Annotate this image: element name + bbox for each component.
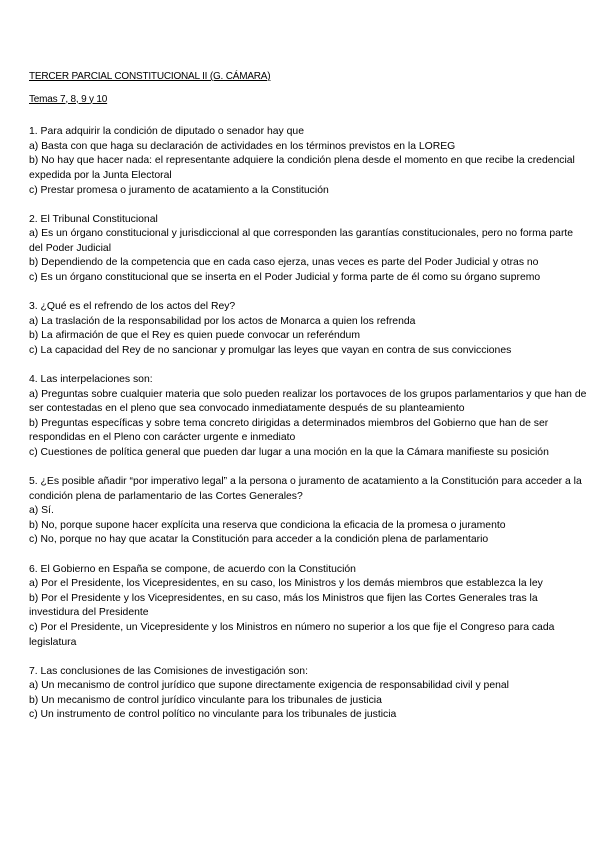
option-b: b) Dependiendo de la competencia que en cada caso ejerza, unas veces es parte del Poder Judicial y otras no	[29, 257, 539, 269]
option-b: b) No hay que hacer nada: el representante adquiere la condición plena desde el momento en que recibe la credencial expedida por la Junta Electoral	[29, 155, 575, 181]
option-a: a) Un mecanismo de control jurídico que supone directamente exigencia de responsabilidad civil y penal	[29, 680, 509, 692]
option-b: b) Preguntas específicas y sobre tema concreto dirigidas a determinados miembros del Gobierno que han de ser respondidas en el Pleno con carácter urgente e inmediato	[29, 417, 549, 444]
question-text: 2. El Tribunal Constitucional	[29, 213, 158, 225]
question-3	[29, 300, 589, 358]
option-b: b) No, porque supone hacer explícita una reserva que condiciona la eficacia de la promesa o juramento	[29, 519, 506, 531]
exam-subtitle: Temas 7, 8, 9 y 10	[29, 93, 108, 105]
option-a: a) Basta con que haga su declaración de actividades en los términos previstos en la LOREG	[29, 140, 456, 152]
option-c: c) Prestar promesa o juramento de acatamiento a la Constitución	[29, 184, 329, 196]
option-c: c) No, porque no hay que acatar la Constitución para acceder a la condición plena de parlamentario	[29, 534, 489, 546]
question-text: 7. Las conclusiones de las Comisiones de investigación son:	[29, 665, 308, 677]
question-list	[29, 125, 589, 723]
option-a: a) La traslación de la responsabilidad por los actos de Monarca a quien los refrenda	[29, 315, 416, 327]
question-1	[29, 125, 589, 198]
option-b: b) Un mecanismo de control jurídico vinculante para los tribunales de justicia	[29, 694, 382, 706]
question-4	[29, 373, 589, 461]
option-c: c) Es un órgano constitucional que se inserta en el Poder Judicial y forma parte de él como su órgano supremo	[29, 272, 541, 284]
option-a: a) Preguntas sobre cualquier materia que solo pueden realizar los portavoces de los grupos parlamentarios y que han de ser contestadas en el pleno que sea convocado inmediatamente después de su planteamiento	[29, 388, 587, 415]
option-c: c) Por el Presidente, un Vicepresidente y los Ministros en número no superior a los que fije el Congreso para cada legislatura	[29, 621, 555, 648]
question-text: 6. El Gobierno en España se compone, de acuerdo con la Constitución	[29, 563, 356, 575]
option-a: a) Sí.	[29, 505, 54, 517]
exam-title: TERCER PARCIAL CONSTITUCIONAL II (G. CÁMARA)	[29, 71, 271, 82]
question-text: 3. ¿Qué es el refrendo de los actos del Rey?	[29, 301, 236, 313]
option-b: b) Por el Presidente y los Vicepresidentes, en su caso, más los Ministros que fijen las Cortes Generales tras la investidura del Presidente	[29, 592, 538, 619]
option-b: b) La afirmación de que el Rey es quien puede convocar un referéndum	[29, 330, 360, 342]
option-c: c) La capacidad del Rey de no sancionar y promulgar las leyes que vayan en contra de sus convicciones	[29, 344, 512, 356]
option-a: a) Por el Presidente, los Vicepresidentes, en su caso, los Ministros y los demás miembros que establezca la ley	[29, 578, 543, 590]
question-6	[29, 563, 589, 651]
option-a: a) Es un órgano constitucional y jurisdiccional al que corresponden las garantías constitucionales, pero no forma parte del Poder Judicial	[29, 228, 574, 254]
question-text: 4. Las interpelaciones son:	[29, 374, 153, 385]
question-7	[29, 665, 589, 723]
question-2	[29, 213, 589, 286]
question-text: 5. ¿Es posible añadir “por imperativo legal” a la persona o juramento de acatamiento a la Constitución para acceder a la condición plena de parlamentario de las Cortes Generales?	[29, 476, 582, 502]
exam-page	[29, 70, 589, 737]
option-c: c) Un instrumento de control político no vinculante para los tribunales de justicia	[29, 709, 397, 721]
question-5	[29, 475, 589, 548]
question-text: 1. Para adquirir la condición de diputado o senador hay que	[29, 126, 304, 138]
option-c: c) Cuestiones de política general que pueden dar lugar a una moción en la que la Cámara manifieste su posición	[29, 446, 549, 458]
